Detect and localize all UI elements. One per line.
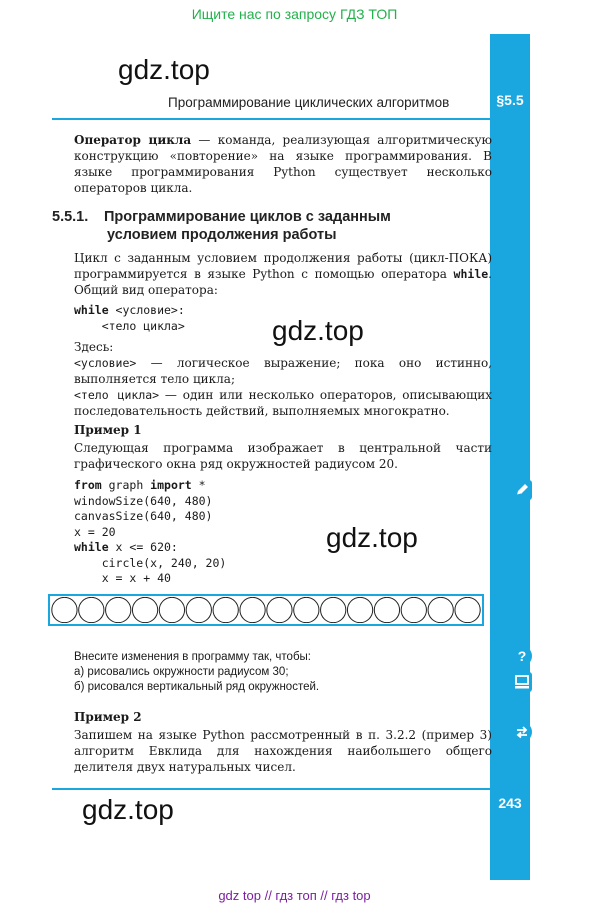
output-circle <box>294 597 319 622</box>
watermark: gdz.top <box>272 315 364 346</box>
example2-title: Пример 2 <box>74 710 142 724</box>
example1-title: Пример 1 <box>74 423 142 437</box>
example1-code <box>74 478 226 587</box>
while-keyword: while <box>453 267 489 281</box>
output-circle <box>52 597 77 622</box>
term-loop-operator: Оператор цикла <box>74 133 192 147</box>
output-circle <box>186 597 211 622</box>
output-circle <box>428 597 453 622</box>
section-heading: 5.5.1. Программирование циклов с заданным условием продолжения работы <box>52 209 391 243</box>
svg-text:?: ? <box>517 648 527 664</box>
running-header: Программирование циклических алгоритмов <box>168 95 450 110</box>
body-explanation: <тело цикла> — один или несколько операторов, описывающих последовательность действий, выполняемых многократно. <box>74 388 493 418</box>
exchange-icon[interactable] <box>512 722 532 742</box>
section-number: §5.5 <box>496 92 524 108</box>
top-banner[interactable]: Ищите нас по запросу ГДЗ ТОП <box>191 6 398 22</box>
syntax-block: while <условие>: <тело цикла> <box>74 303 185 333</box>
output-circle <box>401 597 426 622</box>
task-b: б) рисовался вертикальный ряд окружностей. <box>74 681 320 693</box>
paragraph-while: Цикл с заданным условием продолжения работы (цикл-ПОКА) программируется в языке Python с помощью оператора while. Общий вид оператора: <box>74 251 492 297</box>
pencil-icon[interactable] <box>512 480 532 500</box>
code-line: from graph import * <box>74 478 206 492</box>
output-circle <box>455 597 480 622</box>
code-line: x = x + 40 <box>74 571 171 585</box>
output-circle <box>347 597 372 622</box>
page-number: 243 <box>498 795 522 811</box>
output-circle <box>106 597 131 622</box>
intro-paragraph: Оператор цикла — команда, реализующая алгоритмическую конструкцию «повторение» на языке программирования. В языке программирования Python существует несколько операторов цикла. <box>74 133 492 195</box>
output-circle <box>132 597 157 622</box>
output-circle <box>79 597 104 622</box>
code-line: windowSize(640, 480) <box>74 493 213 508</box>
watermark: gdz.top <box>326 522 418 553</box>
output-circle <box>374 597 399 622</box>
bottom-banner[interactable]: gdz top // гдз топ // гдз top <box>218 888 371 903</box>
heading-number: 5.5.1. <box>52 209 89 225</box>
blue-sidebar <box>490 34 530 880</box>
example2-text: Запишем на языке Python рассмотренный в п. 3.2.2 (пример 3) алгоритм Евклида для нахождения наибольшего общего делителя двух натуральных чисел. <box>74 728 492 774</box>
example1-text: Следующая программа изображает в центральной части графического окна ряд окружностей радиусом 20. <box>74 441 492 471</box>
code-line: while x <= 620: <box>74 540 178 554</box>
output-circle <box>159 597 184 622</box>
circles-output <box>51 597 481 623</box>
task-intro: Внесите изменения в программу так, чтобы: <box>74 651 311 663</box>
condition-explanation: <условие> — логическое выражение; пока оно истинно, выполняется тело цикла; <box>74 356 492 386</box>
footer-rule <box>52 788 490 790</box>
output-circle <box>213 597 238 622</box>
code-line: circle(x, 240, 20) <box>74 555 227 570</box>
watermark: gdz.top <box>118 54 210 85</box>
header-rule <box>52 118 490 120</box>
watermark: gdz.top <box>82 794 174 825</box>
output-circle <box>321 597 346 622</box>
question-icon[interactable] <box>512 646 532 666</box>
task-a: а) рисовались окружности радиусом 30; <box>74 666 289 678</box>
output-circle <box>267 597 292 622</box>
code-line: x = 20 <box>74 524 116 539</box>
code-line: canvasSize(640, 480) <box>74 509 213 523</box>
computer-icon[interactable] <box>512 672 532 692</box>
here-label: Здесь: <box>74 340 114 354</box>
output-circle <box>240 597 265 622</box>
